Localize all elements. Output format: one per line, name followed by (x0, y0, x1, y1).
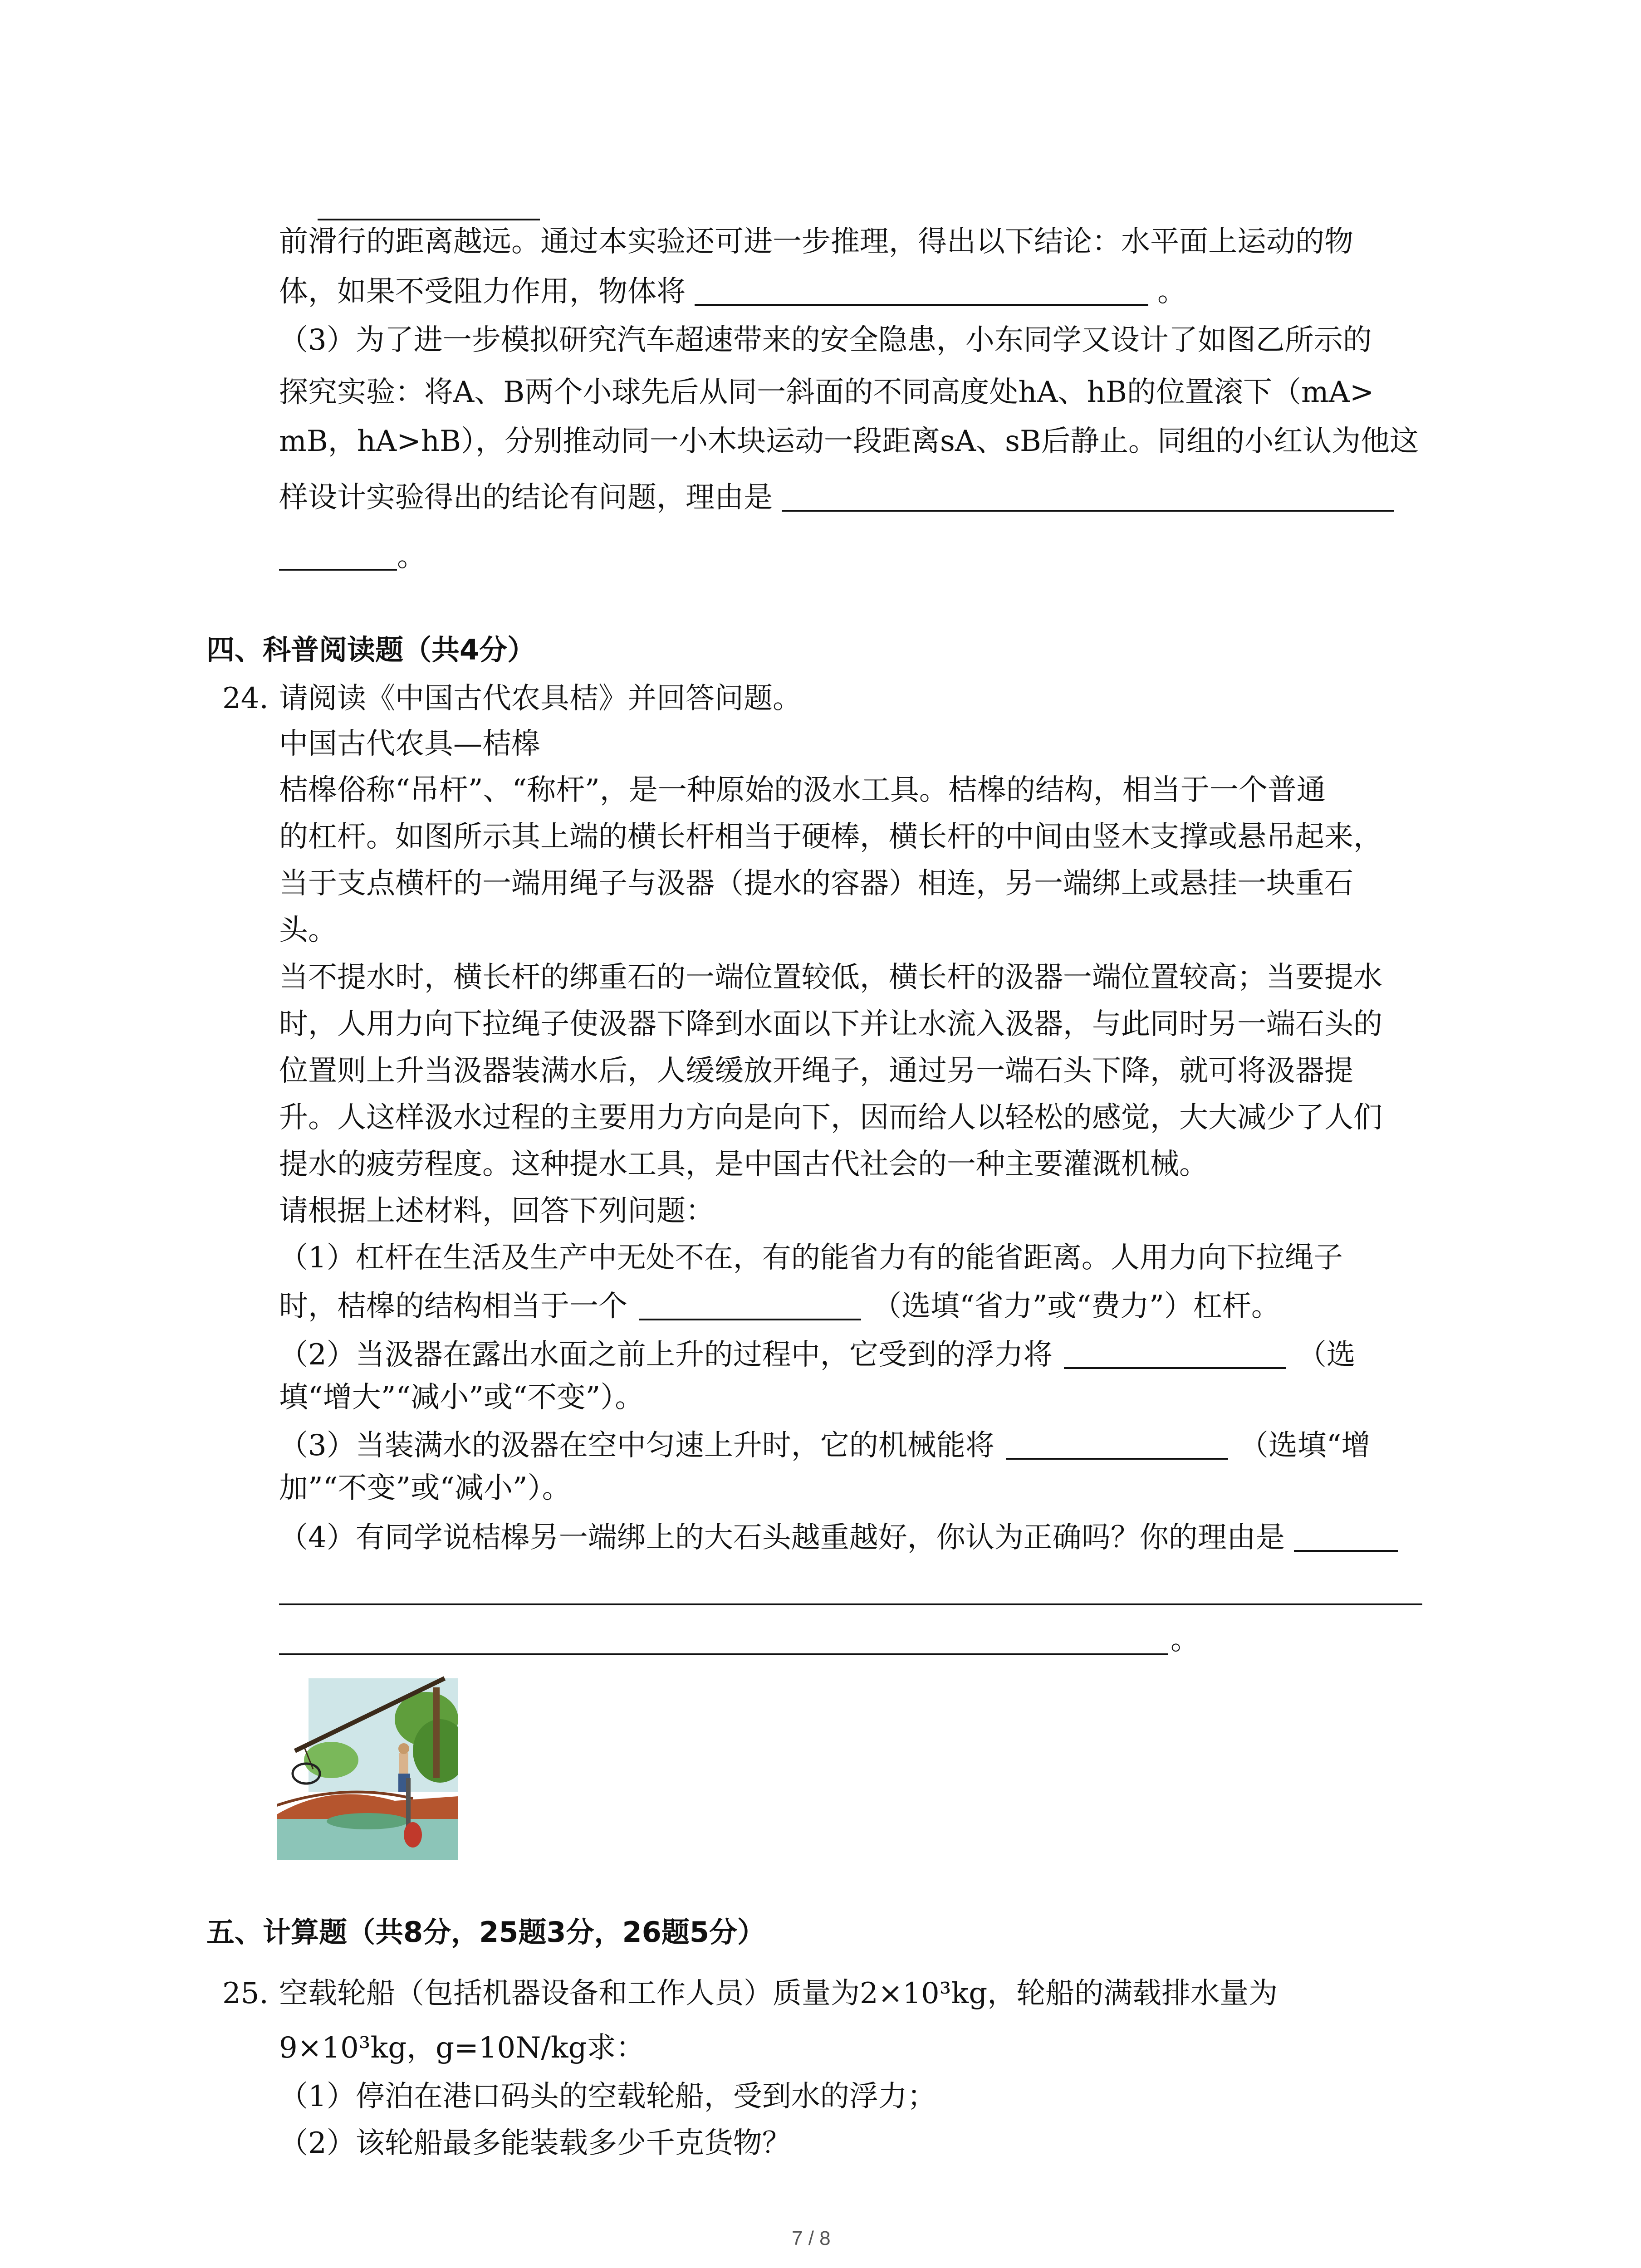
article-p1-line-4: 头。 (279, 914, 337, 947)
answer-line-stone-reason-3[interactable] (279, 1653, 1168, 1655)
q23-sub3-line-5 (279, 536, 426, 577)
article-p2-line-3: 位置则上升当汲器装满水后，人缓缓放开绳子，通过另一端石头下降，就可将汲器提 (279, 1054, 1353, 1088)
section-5-heading: 五、计算题（共8分，25题3分，26题5分） (206, 1916, 765, 1949)
answer-blank-top (318, 219, 540, 220)
q24-sub2-line-1 (279, 1334, 1356, 1375)
q24-sub3-choice: （选填“增 (1239, 1429, 1371, 1462)
q23-sub3-line-5-end: 。 (397, 540, 426, 573)
article-p2-line-5: 提水的疲劳程度。这种提水工具，是中国古代社会的一种主要灌溉机械。 (279, 1148, 1208, 1181)
q24-sub2-text: （2）当汲器在露出水面之前上升的过程中，它受到的浮力将 (279, 1338, 1053, 1372)
q23-line-1: 前滑行的距离越远。通过本实验还可进一步推理，得出以下结论：水平面上运动的物 (279, 225, 1353, 259)
q23-line-2-text: 体，如果不受阻力作用，物体将 (279, 275, 686, 308)
q24-sub1-line-2 (279, 1286, 1280, 1327)
answer-blank-reason[interactable] (782, 481, 1394, 512)
q23-sub3-line-2: 探究实验：将A、B两个小球先后从同一斜面的不同高度处hA、hB的位置滚下（mA> (279, 376, 1374, 409)
q24-sub4-end: 。 (1171, 1623, 1200, 1657)
q24-sub1-choice: （选填“省力”或“费力”）杠杆。 (872, 1290, 1280, 1323)
article-p1-line-1: 桔槔俗称“吊杆”、“称杆”，是一种原始的汲水工具。桔槔的结构，相当于一个普通 (279, 773, 1326, 807)
q23-line-2-end: 。 (1157, 275, 1186, 308)
q24-sub4-line-1 (279, 1517, 1398, 1558)
jiegao-illustration (277, 1669, 458, 1860)
q24-intro: 请阅读《中国古代农具桔》并回答问题。 (279, 682, 802, 715)
q24-sub1-text: 时，桔槔的结构相当于一个 (279, 1290, 627, 1323)
article-p2-line-4: 升。人这样汲水过程的主要用力方向是向下，因而给人以轻松的感觉，大大减少了人们 (279, 1101, 1382, 1134)
q24-sub4-text: （4）有同学说桔槔另一端绑上的大石头越重越好，你认为正确吗？你的理由是 (279, 1521, 1285, 1554)
q23-sub3-line-3: mB，hA>hB），分别推动同一小木块运动一段距离sA、sB后静止。同组的小红认为他这 (279, 425, 1419, 458)
article-p2-line-1: 当不提水时，横长杆的绑重石的一端位置较低，横长杆的汲器一端位置较高；当要提水 (279, 961, 1382, 994)
q23-line-2 (279, 271, 1186, 312)
q25-line-2: 9×10³kg，g=10N/kg求： (279, 2031, 645, 2065)
q23-sub3-line-4-text: 样设计实验得出的结论有问题，理由是 (279, 481, 773, 514)
q24-number: 24. (222, 682, 269, 715)
section-4-heading: 四、科普阅读题（共4分） (206, 633, 536, 666)
answer-blank-lever-type[interactable] (639, 1290, 861, 1320)
article-title: 中国古代农具—桔槔 (279, 727, 540, 761)
answer-blank-stone-reason[interactable] (1294, 1521, 1398, 1552)
q24-sub1-line-1: （1）杠杆在生活及生产中无处不在，有的能省力有的能省距离。人用力向下拉绳子 (279, 1241, 1343, 1275)
q25-number: 25. (222, 1977, 269, 2010)
q24-sub3-line-2: 加”“不变”或“减小”）。 (279, 1471, 571, 1505)
article-p2-line-2: 时，人用力向下拉绳子使汲器下降到水面以下并让水流入汲器，与此同时另一端石头的 (279, 1007, 1382, 1041)
answer-blank-buoyancy[interactable] (1064, 1338, 1286, 1369)
answer-line-stone-reason-2[interactable] (279, 1603, 1422, 1605)
q25-sub1: （1）停泊在港口码头的空载轮船，受到水的浮力； (279, 2080, 936, 2113)
q25-sub2: （2）该轮船最多能装载多少千克货物？ (279, 2126, 791, 2160)
q24-sub3-line-1 (279, 1425, 1370, 1466)
answer-blank-reason-cont[interactable] (279, 540, 397, 571)
article-p1-line-2: 的杠杆。如图所示其上端的横长杆相当于硬棒，横长杆的中间由竖木支撑或悬吊起来， (279, 820, 1382, 854)
page-number: 7 / 8 (792, 2227, 831, 2249)
q23-sub3-line-4 (279, 477, 1394, 518)
q25-line-1: 空载轮船（包括机器设备和工作人员）质量为2×10³kg，轮船的满载排水量为 (279, 1977, 1278, 2010)
q24-sub2-line-2: 填“增大”“减小”或“不变”）。 (279, 1381, 644, 1414)
q24-sub3-text: （3）当装满水的汲器在空中匀速上升时，它的机械能将 (279, 1429, 994, 1462)
q23-sub3-line-1: （3）为了进一步模拟研究汽车超速带来的安全隐患，小东同学又设计了如图乙所示的 (279, 323, 1372, 357)
answer-blank-motion[interactable] (695, 275, 1148, 306)
q24-prompt: 请根据上述材料，回答下列问题： (279, 1194, 715, 1228)
answer-blank-mech-energy[interactable] (1006, 1429, 1228, 1460)
q24-sub2-choice: （选 (1297, 1338, 1356, 1372)
article-p1-line-3: 当于支点横杆的一端用绳子与汲器（提水的容器）相连，另一端绑上或悬挂一块重石 (279, 867, 1353, 900)
